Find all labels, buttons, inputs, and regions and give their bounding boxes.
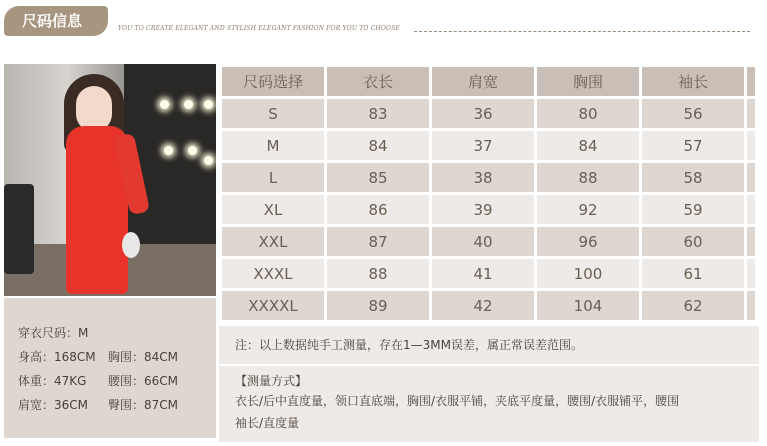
size-table-cell: 37 — [431, 130, 536, 162]
size-table-row — [221, 290, 757, 322]
method-line: 衣长/后中直度量，领口直底端，胸围/衣服平铺，夹底平度量，腰围/衣服铺平，腰围 — [235, 394, 680, 408]
size-table-cell: 60 — [641, 226, 746, 258]
light-bulb — [204, 100, 213, 109]
size-table-cell: 85 — [326, 162, 431, 194]
size-table-cell-overflow — [746, 194, 757, 226]
size-table-cell: 61 — [641, 258, 746, 290]
size-table-cell: 38 — [431, 162, 536, 194]
size-table-cell: 84 — [536, 130, 641, 162]
light-bulb — [184, 100, 193, 109]
size-table-cell: 88 — [326, 258, 431, 290]
size-table-cell: 40 — [431, 226, 536, 258]
size-table-cell-overflow — [746, 162, 757, 194]
size-table-cell: 104 — [536, 290, 641, 322]
size-table-cell: 87 — [326, 226, 431, 258]
size-table-cell: 42 — [431, 290, 536, 322]
header-divider — [414, 31, 750, 32]
size-table-cell: 36 — [431, 98, 536, 130]
size-table-cell-overflow — [746, 98, 757, 130]
size-table-cell: 83 — [326, 98, 431, 130]
light-bulb — [164, 146, 173, 155]
size-table-cell-overflow — [746, 290, 757, 322]
model-photo — [4, 64, 216, 296]
size-table-cell: L — [221, 162, 326, 194]
light-bulb — [160, 100, 169, 109]
model-measurements-panel — [4, 298, 216, 438]
model-waist: 腰围：66CM — [108, 374, 179, 388]
model-weight: 体重：47KG — [18, 374, 87, 388]
size-table-cell-overflow — [746, 130, 757, 162]
model-shoulder: 肩宽：36CM — [18, 398, 89, 412]
size-table-row — [221, 194, 757, 226]
header-cell-overflow — [746, 66, 757, 98]
header-cell: 衣长 — [326, 66, 431, 98]
photo-chair — [4, 184, 34, 274]
light-bulb — [204, 156, 213, 165]
header-cell: 袖长 — [641, 66, 746, 98]
model-bust: 胸围：84CM — [108, 350, 179, 364]
size-table — [219, 64, 758, 323]
size-table-row — [221, 258, 757, 290]
size-table-cell: 80 — [536, 98, 641, 130]
size-table-cell: 62 — [641, 290, 746, 322]
light-bulb — [188, 146, 197, 155]
measurement-method-panel — [219, 366, 759, 442]
header-cell: 肩宽 — [431, 66, 536, 98]
size-table-cell: 86 — [326, 194, 431, 226]
size-table-cell: 89 — [326, 290, 431, 322]
method-title: 【测量方式】 — [235, 374, 308, 388]
size-table-cell: 58 — [641, 162, 746, 194]
model-hip: 臀围：87CM — [108, 398, 179, 412]
size-table-row — [221, 226, 757, 258]
size-table-row — [221, 130, 757, 162]
size-table-row — [221, 162, 757, 194]
size-table-cell: 88 — [536, 162, 641, 194]
size-table-cell: 41 — [431, 258, 536, 290]
model-height: 身高：168CM — [18, 350, 96, 364]
size-table-header — [221, 66, 757, 98]
size-table-cell: S — [221, 98, 326, 130]
measurement-note: 注：以上数据纯手工测量，存在1—3MM误差，属正常误差范围。 — [219, 326, 759, 364]
size-table-cell: 59 — [641, 194, 746, 226]
size-table-cell: XXL — [221, 226, 326, 258]
size-table-cell: 57 — [641, 130, 746, 162]
model-size: 穿衣尺码：M — [18, 326, 89, 340]
header-slogan: YOU TO CREATE ELEGANT AND STYLISH ELEGANT FASHION FOR YOU TO CHOOSE — [118, 25, 400, 32]
size-table-cell: 84 — [326, 130, 431, 162]
header-cell: 胸围 — [536, 66, 641, 98]
size-table-cell: 92 — [536, 194, 641, 226]
size-table-cell: XXXL — [221, 258, 326, 290]
size-table-cell: 39 — [431, 194, 536, 226]
size-table-cell: XXXXL — [221, 290, 326, 322]
size-table-cell: 100 — [536, 258, 641, 290]
size-table-cell: XL — [221, 194, 326, 226]
size-table-cell: 96 — [536, 226, 641, 258]
header-cell: 尺码选择 — [221, 66, 326, 98]
size-table-cell: 56 — [641, 98, 746, 130]
round-bag — [122, 232, 140, 258]
size-table-cell: M — [221, 130, 326, 162]
size-table-row — [221, 98, 757, 130]
size-table-cell-overflow — [746, 226, 757, 258]
size-info-tab: 尺码信息 — [4, 6, 108, 36]
method-line: 袖长/直度量 — [235, 416, 300, 430]
size-table-cell-overflow — [746, 258, 757, 290]
